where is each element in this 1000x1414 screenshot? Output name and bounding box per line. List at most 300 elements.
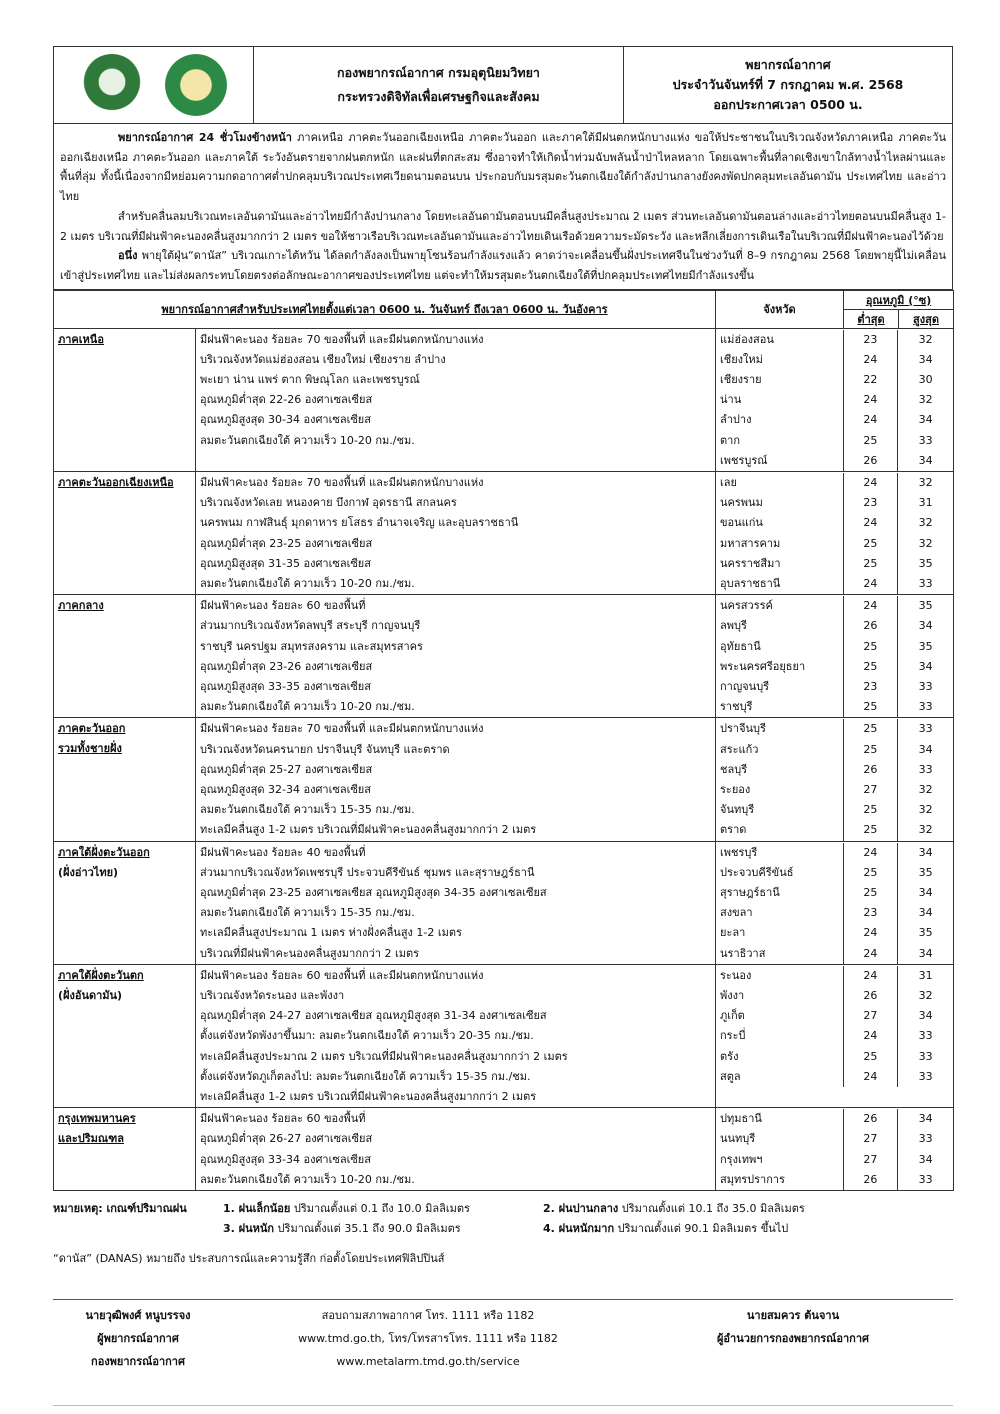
max-temperature: 33	[918, 576, 933, 590]
province-row	[716, 903, 953, 923]
region-name: ภาคตะวันออก	[58, 722, 126, 736]
province-row	[716, 370, 953, 390]
region-forecast-text	[196, 718, 716, 841]
summary-text-3: พายุใต้ฝุ่น“ดานัส” บริเวณเกาะไต้หวัน ได้ลดกำลังลงเป็นพายุโซนร้อนกำลังแรงแล้ว คาดว่าจะเคลื่อนขึ้นฝั่งประเทศจีนในช่วงวันที่ 8–9 กรกฎาคม 2568 โดยพายุนี้ไม่เคลื่อนเข้าสู่ประเทศไทย และไม่ส่งผลกระทบโดยตรงต่อลักษณะอากาศของประเทศไทย แต่จะทำให้มรสุมตะวันตกเฉียงใต้ที่ปกคลุมประเทศไทยมีกำลังแรงขึ้น	[60, 249, 946, 282]
region-forecast-text	[196, 595, 716, 718]
max-temperature: 32	[918, 393, 933, 407]
summary-heading: พยากรณ์อากาศ 24 ชั่วโมงข้างหน้า	[118, 131, 292, 144]
forecast-line: ลมตะวันตกเฉียงใต้ ความเร็ว 15-35 กม./ชม.	[200, 906, 415, 920]
min-temperature: 24	[844, 843, 899, 863]
table-header-max: สูงสุด	[899, 309, 954, 328]
criteria-2-text: ปริมาณตั้งแต่ 10.1 ถึง 35.0 มิลลิเมตร	[618, 1202, 805, 1216]
region-row	[54, 718, 954, 841]
min-temperature: 24	[844, 350, 899, 370]
max-temperature: 34	[918, 619, 933, 633]
min-temperature: 24	[844, 923, 899, 943]
province-row	[716, 493, 953, 513]
province-name: ลพบุรี	[716, 616, 843, 636]
province-row	[716, 740, 953, 760]
province-name: สตูล	[716, 1067, 843, 1087]
criteria-4	[543, 1219, 788, 1239]
province-row	[716, 820, 953, 840]
forecast-line: ส่วนมากบริเวณจังหวัดลพบุรี สระบุรี กาญจนบุรี	[200, 619, 421, 633]
region-name-cell	[54, 718, 196, 841]
min-temperature: 23	[844, 903, 899, 923]
province-row	[716, 1026, 953, 1046]
min-temperature: 25	[844, 697, 899, 717]
min-temperature: 25	[844, 820, 899, 840]
min-temperature: 22	[844, 370, 899, 390]
province-name: สุราษฎร์ธานี	[716, 883, 843, 903]
criteria-4-label: 4. ฝนหนักมาก	[543, 1222, 615, 1236]
table-header-min: ต่ำสุด	[844, 309, 899, 328]
min-temperature: 23	[844, 677, 899, 697]
max-temperature: 30	[918, 373, 933, 386]
forecast-page	[53, 46, 953, 1269]
province-name: ปราจีนบุรี	[716, 719, 843, 739]
forecast-line: มีฝนฟ้าคะนอง ร้อยละ 70 ของพื้นที่ และมีฝนตกหนักบางแห่ง	[200, 475, 484, 489]
province-name: กาญจนบุรี	[716, 677, 843, 697]
footer-row-2	[53, 1327, 953, 1350]
region-forecast-text	[196, 328, 716, 471]
forecast-line: มีฝนฟ้าคะนอง ร้อยละ 70 ของพื้นที่ และมีฝนตกหนักบางแห่ง	[200, 332, 484, 346]
max-temperature: 33	[918, 762, 933, 776]
province-name: ประจวบคีรีขันธ์	[716, 863, 843, 883]
province-row	[716, 760, 953, 780]
criteria-3-text: ปริมาณตั้งแต่ 35.1 ถึง 90.0 มิลลิเมตร	[274, 1222, 461, 1236]
criteria-2-label: 2. ฝนปานกลาง	[543, 1202, 619, 1216]
notes-row-2	[53, 1219, 953, 1239]
director-role: ผู้อำนวยการกองพยากรณ์อากาศ	[716, 1332, 869, 1345]
forecast-line: นครพนม กาฬสินธุ์ มุกดาหาร ยโสธร อำนาจเจริญ และอุบลราชธานี	[200, 516, 519, 530]
forecast-line: ทะเลมีคลื่นสูงประมาณ 2 เมตร บริเวณที่มีฝนฟ้าคะนองคลื่นสูงมากกว่า 2 เมตร	[200, 1049, 568, 1063]
summary-paragraph-2	[60, 207, 946, 246]
province-name: ยะลา	[716, 923, 843, 943]
max-temperature: 34	[918, 845, 933, 859]
forecast-date: ประจำวันจันทร์ที่ 7 กรกฎาคม พ.ศ. 2568	[672, 77, 904, 92]
footer-row-1	[53, 1304, 953, 1327]
forecast-line: ทะเลมีคลื่นสูง 1-2 เมตร บริเวณที่มีฝนฟ้าคะนองคลื่นสูงมากกว่า 2 เมตร	[200, 823, 537, 837]
forecast-line: อุณหภูมิสูงสุด 33-35 องศาเซลเซียส	[200, 679, 371, 693]
min-temperature: 23	[844, 493, 899, 513]
max-temperature: 35	[918, 639, 933, 653]
min-temperature: 27	[844, 1129, 899, 1149]
province-row	[716, 410, 953, 430]
forecast-line: ลมตะวันตกเฉียงใต้ ความเร็ว 10-20 กม./ชม.	[200, 576, 415, 590]
criteria-2	[543, 1199, 805, 1219]
forecast-line: พะเยา น่าน แพร่ ตาก พิษณุโลก และเพชรบูรณ์	[200, 373, 420, 387]
province-name: ระนอง	[716, 966, 843, 986]
min-temperature: 26	[844, 1170, 899, 1190]
region-row	[54, 595, 954, 718]
min-temperature: 24	[844, 513, 899, 533]
province-name: กระบี่	[716, 1026, 843, 1046]
regional-forecast-table	[53, 290, 954, 1191]
forecast-line: อุณหภูมิต่ำสุด 23-25 องศาเซลเซียส อุณหภูมิสูงสุด 34-35 องศาเซลเซียส	[200, 886, 547, 899]
province-row	[716, 554, 953, 574]
province-name: ขอนแก่น	[716, 513, 843, 533]
max-temperature: 33	[918, 1172, 933, 1186]
footer-row-3	[53, 1350, 953, 1373]
province-row	[716, 863, 953, 883]
min-temperature: 25	[844, 740, 899, 760]
footer-spacer	[633, 1350, 953, 1373]
province-name: นนทบุรี	[716, 1129, 843, 1149]
region-name: ภาคตะวันออกเฉียงเหนือ	[58, 475, 174, 489]
province-name: ภูเก็ต	[716, 1006, 843, 1026]
province-name: สงขลา	[716, 903, 843, 923]
province-row	[716, 1109, 953, 1129]
max-temperature: 34	[918, 742, 933, 756]
max-temperature: 34	[918, 1009, 933, 1023]
department-name: กองพยากรณ์อากาศ กรมอุตุนิยมวิทยา	[337, 65, 540, 80]
max-temperature: 32	[918, 475, 933, 489]
min-temperature: 25	[844, 883, 899, 903]
province-name: เพชรบุรี	[716, 843, 843, 863]
province-name: ตาก	[716, 431, 843, 451]
region-rows	[54, 328, 954, 1190]
min-temperature: 24	[844, 944, 899, 964]
province-row	[716, 637, 953, 657]
province-temperature-list	[716, 718, 954, 841]
province-row	[716, 513, 953, 533]
forecast-line: ตั้งแต่จังหวัดภูเก็ตลงไป: ลมตะวันตกเฉียงใต้ ความเร็ว 15-35 กม./ชม.	[200, 1069, 531, 1083]
province-row	[716, 719, 953, 739]
forecast-line: ทะเลมีคลื่นสูงประมาณ 1 เมตร ห่างฝั่งคลื่นสูง 1-2 เมตร	[200, 926, 462, 940]
forecast-line: ราชบุรี นครปฐม สมุทรสงคราม และสมุทรสาคร	[200, 639, 423, 653]
forecast-line: อุณหภูมิต่ำสุด 24-27 องศาเซลเซียส อุณหภูมิสูงสุด 31-34 องศาเซลเซียส	[200, 1009, 547, 1023]
max-temperature: 35	[918, 599, 933, 613]
province-name: อุทัยธานี	[716, 637, 843, 657]
forecast-line: มีฝนฟ้าคะนอง ร้อยละ 60 ของพื้นที่	[200, 599, 366, 613]
max-temperature: 34	[918, 659, 933, 673]
province-name: น่าน	[716, 390, 843, 410]
min-temperature: 24	[844, 574, 899, 594]
table-header-forecast: พยากรณ์อากาศสำหรับประเทศไทยตั้งแต่เวลา 0600 น. วันจันทร์ ถึงเวลา 0600 น. วันอังคาร	[54, 290, 716, 328]
summary-text-2: สำหรับคลื่นลมบริเวณทะเลอันดามันและอ่าวไทยมีกำลังปานกลาง โดยทะเลอันดามันตอนบนมีคลื่นสูงประมาณ 2 เมตร ส่วนทะเลอันดามันตอนล่างและอ่าวไทยตอนบนมีคลื่นสูง 1-2 เมตร บริเวณที่มีฝนฟ้าคะนองคลื่นสูงมากกว่า 2 เมตร ขอให้ชาวเรือบริเวณทะเลอันดามันและอ่าวไทยเดินเรือด้วยความระมัดระวัง และหลีกเลี่ยงการเดินเรือในบริเวณที่มีฝนฟ้าคะนองไว้ด้วย	[60, 209, 946, 243]
province-row	[716, 966, 953, 986]
province-row	[716, 1067, 953, 1087]
min-temperature: 25	[844, 800, 899, 820]
forecast-title: พยากรณ์อากาศ	[745, 57, 831, 72]
criteria-3	[223, 1219, 543, 1239]
page-bottom-divider	[53, 1405, 953, 1406]
min-temperature: 23	[844, 330, 899, 350]
region-name-cell	[54, 595, 196, 718]
region-row	[54, 471, 954, 594]
province-row	[716, 451, 953, 471]
criteria-1	[223, 1199, 543, 1219]
region-subtitle: และปริมณฑล	[58, 1132, 124, 1146]
max-temperature: 33	[918, 1029, 933, 1043]
forecast-title-block	[624, 47, 952, 123]
province-name: นครราชสีมา	[716, 554, 843, 574]
forecast-line: อุณหภูมิสูงสุด 30-34 องศาเซลเซียส	[200, 413, 371, 427]
forecast-line: อุณหภูมิต่ำสุด 25-27 องศาเซลเซียส	[200, 762, 373, 776]
region-row	[54, 964, 954, 1107]
region-row	[54, 328, 954, 471]
min-temperature: 24	[844, 1026, 899, 1046]
max-temperature: 34	[918, 1152, 933, 1166]
max-temperature: 32	[918, 782, 933, 796]
min-temperature: 25	[844, 719, 899, 739]
forecast-line: อุณหภูมิสูงสุด 32-34 องศาเซลเซียส	[200, 782, 371, 796]
province-name: กรุงเทพฯ	[716, 1150, 843, 1170]
director-name: นายสมควร ต้นจาน	[746, 1309, 840, 1322]
max-temperature: 35	[918, 556, 933, 570]
forecast-line: บริเวณจังหวัดนครนายก ปราจีนบุรี จันทบุรี และตราด	[200, 742, 450, 756]
min-temperature: 24	[844, 966, 899, 986]
province-name: เชียงใหม่	[716, 350, 843, 370]
department-block	[254, 47, 624, 123]
website-link[interactable]: www.tmd.go.th, โทร/โทรสารโทร. 1111 หรือ 1182	[298, 1332, 558, 1345]
province-row	[716, 534, 953, 554]
min-temperature: 27	[844, 780, 899, 800]
table-header-temperature: อุณหภูมิ (°ซ)	[844, 290, 954, 309]
region-name-cell	[54, 328, 196, 471]
min-temperature: 25	[844, 534, 899, 554]
summary-paragraph-3	[60, 246, 946, 285]
summary-text-1: ภาคเหนือ ภาคตะวันออกเฉียงเหนือ ภาคตะวันออก และภาคใต้มีฝนตกหนักบางแห่ง ขอให้ประชาชนในบริเวณจังหวัดภาคเหนือ ภาคตะวันออกเฉียงเหนือ ภาคตะวันออก และภาคใต้ ระวังอันตรายจากฝนตกหนัก และฝนที่ตกสะสม ซึ่งอาจทำให้เกิดน้ำท่วมฉับพลันน้ำป่าไหลหลาก โดยเฉพาะพื้นที่ลาดเชิงเขาใกล้ทางน้ำไหลผ่านและพื้นที่ลุ่ม ทั้งนี้เนื่องจากมีหย่อมความกดอากาศต่ำปกคลุมบริเวณประเทศเวียดนามตอนบน ประกอบกับมรสุมตะวันตกเฉียงใต้กำลังปานกลางยังคงพัดปกคลุมทะเลอันดามัน ประเทศไทย และอ่าวไทย	[60, 131, 946, 204]
province-name: สมุทรปราการ	[716, 1170, 843, 1190]
region-subtitle: (ฝั่งอ่าวไทย)	[58, 865, 119, 879]
forecast-line: อุณหภูมิต่ำสุด 22-26 องศาเซลเซียส	[200, 393, 373, 407]
province-name: ชลบุรี	[716, 760, 843, 780]
forecaster-name: นายวุฒิพงศ์ หนูบรรจง	[85, 1309, 191, 1322]
criteria-3-label: 3. ฝนหนัก	[223, 1222, 275, 1236]
max-temperature: 32	[918, 536, 933, 550]
ministry-name: กระทรวงดิจิทัลเพื่อเศรษฐกิจและสังคม	[337, 89, 540, 104]
province-row	[716, 431, 953, 451]
province-temperature-list	[716, 841, 954, 964]
forecast-line: มีฝนฟ้าคะนอง ร้อยละ 70 ของพื้นที่ และมีฝนตกหนักบางแห่ง	[200, 722, 484, 736]
max-temperature: 32	[918, 803, 933, 817]
forecast-line: ทะเลมีคลื่นสูง 1-2 เมตร บริเวณที่มีฝนฟ้าคะนองคลื่นสูงมากกว่า 2 เมตร	[200, 1090, 537, 1104]
region-row	[54, 841, 954, 964]
province-row	[716, 574, 953, 594]
max-temperature: 33	[918, 679, 933, 693]
province-temperature-list	[716, 595, 954, 718]
min-temperature: 25	[844, 554, 899, 574]
province-row	[716, 1170, 953, 1190]
province-name: ลำปาง	[716, 410, 843, 430]
min-temperature: 24	[844, 390, 899, 410]
rain-criteria-notes	[53, 1199, 953, 1269]
min-temperature: 26	[844, 760, 899, 780]
min-temperature: 27	[844, 1006, 899, 1026]
region-name-cell	[54, 964, 196, 1107]
province-row	[716, 390, 953, 410]
province-row	[716, 596, 953, 616]
province-name: อุบลราชธานี	[716, 574, 843, 594]
province-row	[716, 1129, 953, 1149]
issue-time: ออกประกาศเวลา 0500 น.	[713, 97, 863, 112]
forecast-line: อุณหภูมิต่ำสุด 23-25 องศาเซลเซียส	[200, 536, 373, 550]
region-subtitle: รวมทั้งชายฝั่ง	[58, 742, 122, 756]
tmd-logo	[165, 54, 227, 116]
province-row	[716, 780, 953, 800]
forecast-line: มีฝนฟ้าคะนอง ร้อยละ 60 ของพื้นที่	[200, 1112, 366, 1126]
province-name: นครสวรรค์	[716, 596, 843, 616]
region-name: ภาคใต้ฝั่งตะวันตก	[58, 968, 144, 982]
region-forecast-text	[196, 1108, 716, 1191]
forecast-line: มีฝนฟ้าคะนอง ร้อยละ 60 ของพื้นที่ และมีฝนตกหนักบางแห่ง	[200, 968, 484, 982]
province-row	[716, 944, 953, 964]
province-name: มหาสารคาม	[716, 534, 843, 554]
province-row	[716, 473, 953, 493]
region-name: ภาคใต้ฝั่งตะวันออก	[58, 845, 150, 859]
province-name: เพชรบูรณ์	[716, 451, 843, 471]
min-temperature: 24	[844, 596, 899, 616]
ministry-logo	[81, 54, 143, 116]
service-link[interactable]: www.metalarm.tmd.go.th/service	[336, 1355, 520, 1368]
min-temperature: 26	[844, 616, 899, 636]
province-name: สระแก้ว	[716, 740, 843, 760]
province-row	[716, 1150, 953, 1170]
province-row	[716, 800, 953, 820]
province-name: ตราด	[716, 820, 843, 840]
province-name: ตรัง	[716, 1047, 843, 1067]
max-temperature: 33	[918, 1049, 933, 1063]
province-name: เลย	[716, 473, 843, 493]
province-temperature-list	[716, 471, 954, 594]
forecast-line: ลมตะวันตกเฉียงใต้ ความเร็ว 10-20 กม./ชม.	[200, 1172, 415, 1186]
region-forecast-text	[196, 964, 716, 1107]
min-temperature: 24	[844, 1067, 899, 1087]
province-name: พังงา	[716, 986, 843, 1006]
region-forecast-text	[196, 471, 716, 594]
min-temperature: 24	[844, 410, 899, 430]
province-row	[716, 923, 953, 943]
forecast-line: บริเวณจังหวัดแม่ฮ่องสอน เชียงใหม่ เชียงราย ลำปาง	[200, 352, 446, 366]
region-row	[54, 1108, 954, 1191]
max-temperature: 34	[918, 352, 933, 366]
max-temperature: 35	[918, 865, 933, 879]
province-name: จันทบุรี	[716, 800, 843, 820]
max-temperature: 34	[918, 453, 933, 467]
region-name-cell	[54, 841, 196, 964]
max-temperature: 31	[918, 968, 933, 982]
province-temperature-list	[716, 328, 954, 471]
forecast-line: ส่วนมากบริเวณจังหวัดเพชรบุรี ประจวบคีรีขันธ์ ชุมพร และสุราษฎร์ธานี	[200, 865, 535, 879]
province-row	[716, 330, 953, 350]
note-heading: อนึ่ง	[118, 249, 138, 263]
forecast-line: ลมตะวันตกเฉียงใต้ ความเร็ว 10-20 กม./ชม.	[200, 433, 415, 447]
region-name: ภาคกลาง	[58, 599, 104, 613]
forecast-line: ตั้งแต่จังหวัดพังงาขึ้นมา: ลมตะวันตกเฉียงใต้ ความเร็ว 20-35 กม./ชม.	[200, 1029, 534, 1043]
notes-row-1	[53, 1199, 953, 1219]
notes-spacer	[53, 1219, 223, 1239]
min-temperature: 24	[844, 473, 899, 493]
province-name: ราชบุรี	[716, 697, 843, 717]
max-temperature: 34	[918, 885, 933, 899]
summary-paragraph-1	[60, 128, 946, 207]
forecast-line: อุณหภูมิต่ำสุด 23-26 องศาเซลเซียส	[200, 659, 373, 673]
min-temperature: 25	[844, 657, 899, 677]
region-name-cell	[54, 1108, 196, 1191]
max-temperature: 34	[918, 946, 933, 960]
criteria-1-label: 1. ฝนเล็กน้อย	[223, 1202, 291, 1216]
province-row	[716, 350, 953, 370]
forecast-line: อุณหภูมิต่ำสุด 26-27 องศาเซลเซียส	[200, 1132, 373, 1146]
min-temperature: 26	[844, 1109, 899, 1129]
province-name: เชียงราย	[716, 370, 843, 390]
min-temperature: 25	[844, 431, 899, 451]
document-header	[53, 46, 953, 124]
forecast-line: อุณหภูมิสูงสุด 31-35 องศาเซลเซียส	[200, 556, 371, 570]
forecast-line: บริเวณจังหวัดระนอง และพังงา	[200, 989, 345, 1003]
region-name: ภาคเหนือ	[58, 332, 104, 346]
max-temperature: 33	[918, 433, 933, 447]
max-temperature: 33	[918, 700, 933, 714]
province-row	[716, 1006, 953, 1026]
max-temperature: 33	[918, 722, 933, 736]
province-row	[716, 1047, 953, 1067]
max-temperature: 32	[918, 332, 933, 346]
province-name: นราธิวาส	[716, 944, 843, 964]
max-temperature: 34	[918, 906, 933, 920]
notes-label: หมายเหตุ: เกณฑ์ปริมาณฝน	[53, 1202, 187, 1216]
criteria-4-text: ปริมาณตั้งแต่ 90.1 มิลลิเมตร ขึ้นไป	[614, 1222, 789, 1236]
max-temperature: 34	[918, 413, 933, 427]
province-row	[716, 883, 953, 903]
province-temperature-list	[716, 1108, 954, 1191]
province-name: ปทุมธานี	[716, 1109, 843, 1129]
province-name: พระนครศรีอยุธยา	[716, 657, 843, 677]
max-temperature: 33	[918, 1069, 933, 1083]
min-temperature: 25	[844, 863, 899, 883]
max-temperature: 32	[918, 989, 933, 1002]
max-temperature: 35	[918, 926, 933, 940]
table-header-province: จังหวัด	[716, 290, 844, 328]
forecaster-role: ผู้พยากรณ์อากาศ	[97, 1332, 179, 1345]
region-subtitle: (ฝั่งอันดามัน)	[58, 988, 123, 1002]
region-forecast-text	[196, 841, 716, 964]
max-temperature: 33	[918, 1132, 933, 1146]
province-name: นครพนม	[716, 493, 843, 513]
signature-footer	[53, 1299, 953, 1373]
storm-name-note: “ดานัส” (DANAS) หมายถึง ประสบการณ์และความรู้สึก ก่อตั้งโดยประเทศฟิลิปปินส์	[53, 1252, 445, 1266]
province-row	[716, 697, 953, 717]
region-name: กรุงเทพมหานคร	[58, 1112, 136, 1126]
min-temperature: 25	[844, 637, 899, 657]
forecast-line: มีฝนฟ้าคะนอง ร้อยละ 40 ของพื้นที่	[200, 845, 366, 859]
forecaster-department: กองพยากรณ์อากาศ	[91, 1355, 185, 1368]
province-row	[716, 616, 953, 636]
max-temperature: 31	[918, 496, 933, 510]
province-row	[716, 677, 953, 697]
region-name-cell	[54, 471, 196, 594]
province-row	[716, 657, 953, 677]
max-temperature: 32	[918, 516, 933, 530]
min-temperature: 26	[844, 451, 899, 471]
forecast-line: บริเวณจังหวัดเลย หนองคาย บึงกาฬ อุดรธานี สกลนคร	[200, 496, 457, 510]
max-temperature: 32	[918, 823, 933, 837]
province-row	[716, 843, 953, 863]
forecast-line: อุณหภูมิสูงสุด 33-34 องศาเซลเซียส	[200, 1152, 371, 1166]
forecast-line: บริเวณที่มีฝนฟ้าคะนองคลื่นสูงมากกว่า 2 เมตร	[200, 946, 420, 960]
forecast-summary	[53, 124, 953, 290]
forecast-line: ลมตะวันตกเฉียงใต้ ความเร็ว 10-20 กม./ชม.	[200, 700, 415, 714]
min-temperature: 26	[844, 986, 899, 1006]
province-name: แม่ฮ่องสอน	[716, 330, 843, 350]
contact-phone: สอบถามสภาพอากาศ โทร. 1111 หรือ 1182	[321, 1309, 535, 1322]
province-temperature-list	[716, 964, 954, 1107]
max-temperature: 34	[918, 1112, 933, 1126]
min-temperature: 27	[844, 1150, 899, 1170]
criteria-1-text: ปริมาณตั้งแต่ 0.1 ถึง 10.0 มิลลิเมตร	[290, 1202, 470, 1216]
logo-area	[54, 47, 254, 123]
